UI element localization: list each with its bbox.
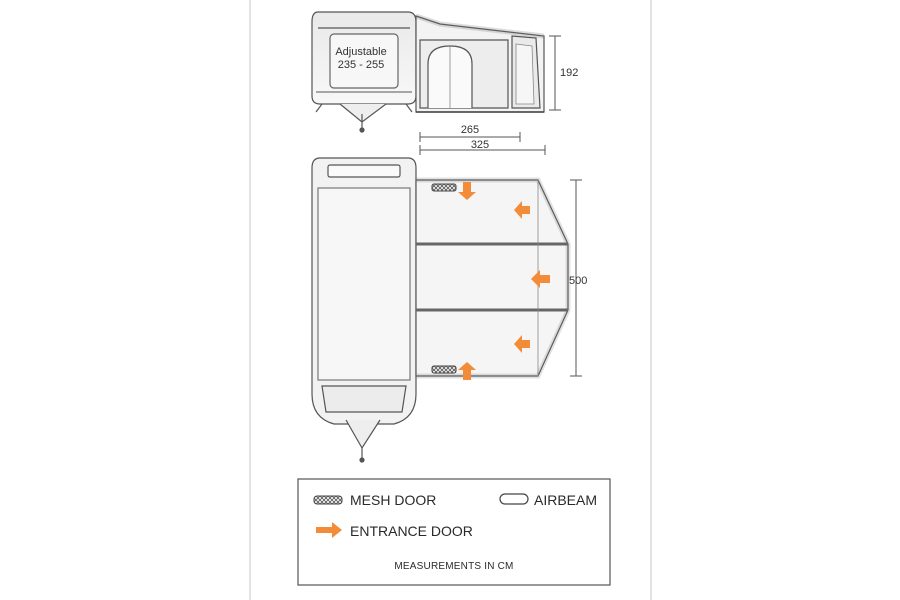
plan-view [312,158,568,462]
plan-jockey-wheel [360,458,364,462]
legend-mesh-door: MESH DOOR [350,492,437,508]
caravan-front-locker [322,386,406,412]
airbeam-icon [500,494,528,504]
adjustable-label: Adjustable [335,46,387,58]
mesh-door-icon [314,496,342,504]
legend-entrance-door: ENTRANCE DOOR [350,523,473,539]
mesh-door-icon [432,366,456,373]
depth-inner-value: 265 [460,124,480,136]
legend-airbeam: AIRBEAM [534,492,598,508]
plan-tow-hitch [346,420,380,448]
height-value: 192 [560,67,579,79]
jockey-wheel [360,128,364,132]
side-view [312,12,544,132]
legend-units-note: MEASUREMENTS IN CM [394,561,514,572]
caravan-roof-vent [328,165,400,177]
awning-front-window [516,44,534,104]
tow-hitch [340,104,386,122]
adjustable-range: 235 - 255 [337,59,385,71]
width-value: 500 [569,275,588,287]
depth-outer-value: 325 [470,139,490,151]
caravan-roof-panel [318,188,410,380]
mesh-door-icon [432,184,456,191]
